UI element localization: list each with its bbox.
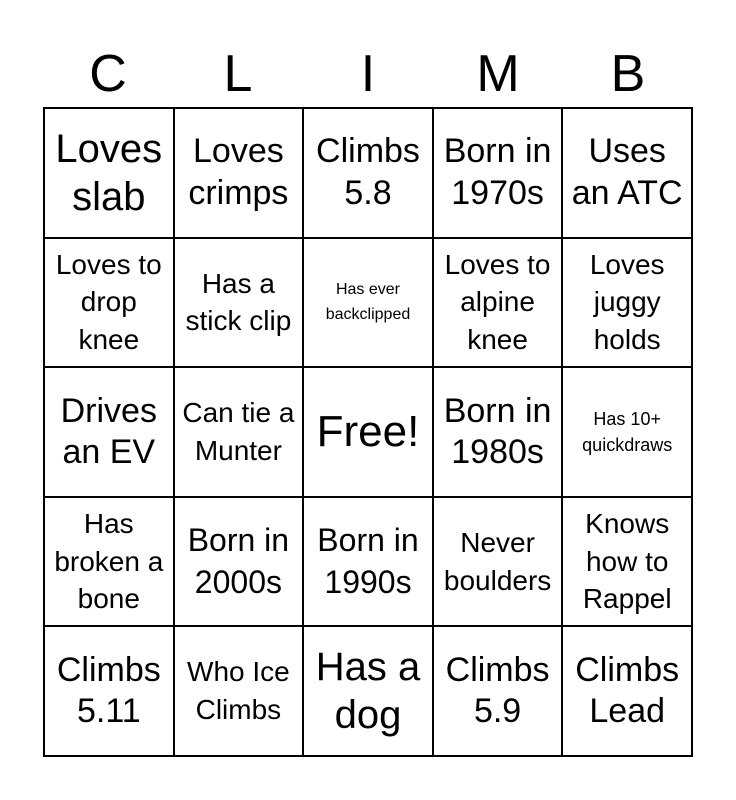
bingo-cell[interactable]: Can tie a Munter <box>174 367 304 497</box>
bingo-cell[interactable]: Has a dog <box>303 626 433 756</box>
bingo-cell[interactable]: Has 10+ quickdraws <box>562 367 692 497</box>
bingo-cell[interactable]: Has ever backclipped <box>303 238 433 368</box>
bingo-cell[interactable]: Loves to alpine knee <box>433 238 563 368</box>
bingo-cell[interactable]: Climbs Lead <box>562 626 692 756</box>
bingo-cell[interactable]: Loves slab <box>44 108 174 238</box>
bingo-cell[interactable]: Loves crimps <box>174 108 304 238</box>
bingo-cell[interactable]: Born in 1990s <box>303 497 433 627</box>
bingo-cell[interactable]: Born in 1980s <box>433 367 563 497</box>
bingo-cell[interactable]: Has broken a bone <box>44 497 174 627</box>
bingo-cell[interactable]: Climbs 5.8 <box>303 108 433 238</box>
header-letter-i: I <box>360 45 376 103</box>
bingo-cell[interactable]: Never boulders <box>433 497 563 627</box>
bingo-cell[interactable]: Has a stick clip <box>174 238 304 368</box>
bingo-cell[interactable]: Climbs 5.9 <box>433 626 563 756</box>
bingo-cell[interactable]: Drives an EV <box>44 367 174 497</box>
header-letter-l: L <box>223 45 253 103</box>
bingo-cell[interactable]: Who Ice Climbs <box>174 626 304 756</box>
free-space[interactable]: Free! <box>303 367 433 497</box>
header-letter-c: C <box>89 45 127 103</box>
bingo-cell[interactable]: Loves juggy holds <box>562 238 692 368</box>
header-letter-m: M <box>476 45 520 103</box>
bingo-cell[interactable]: Knows how to Rappel <box>562 497 692 627</box>
bingo-board <box>43 107 693 757</box>
header-letter-b: B <box>610 45 646 103</box>
bingo-cell[interactable]: Born in 2000s <box>174 497 304 627</box>
bingo-header <box>43 42 693 106</box>
bingo-cell[interactable]: Loves to drop knee <box>44 238 174 368</box>
bingo-cell[interactable]: Climbs 5.11 <box>44 626 174 756</box>
bingo-cell[interactable]: Born in 1970s <box>433 108 563 238</box>
bingo-cell[interactable]: Uses an ATC <box>562 108 692 238</box>
